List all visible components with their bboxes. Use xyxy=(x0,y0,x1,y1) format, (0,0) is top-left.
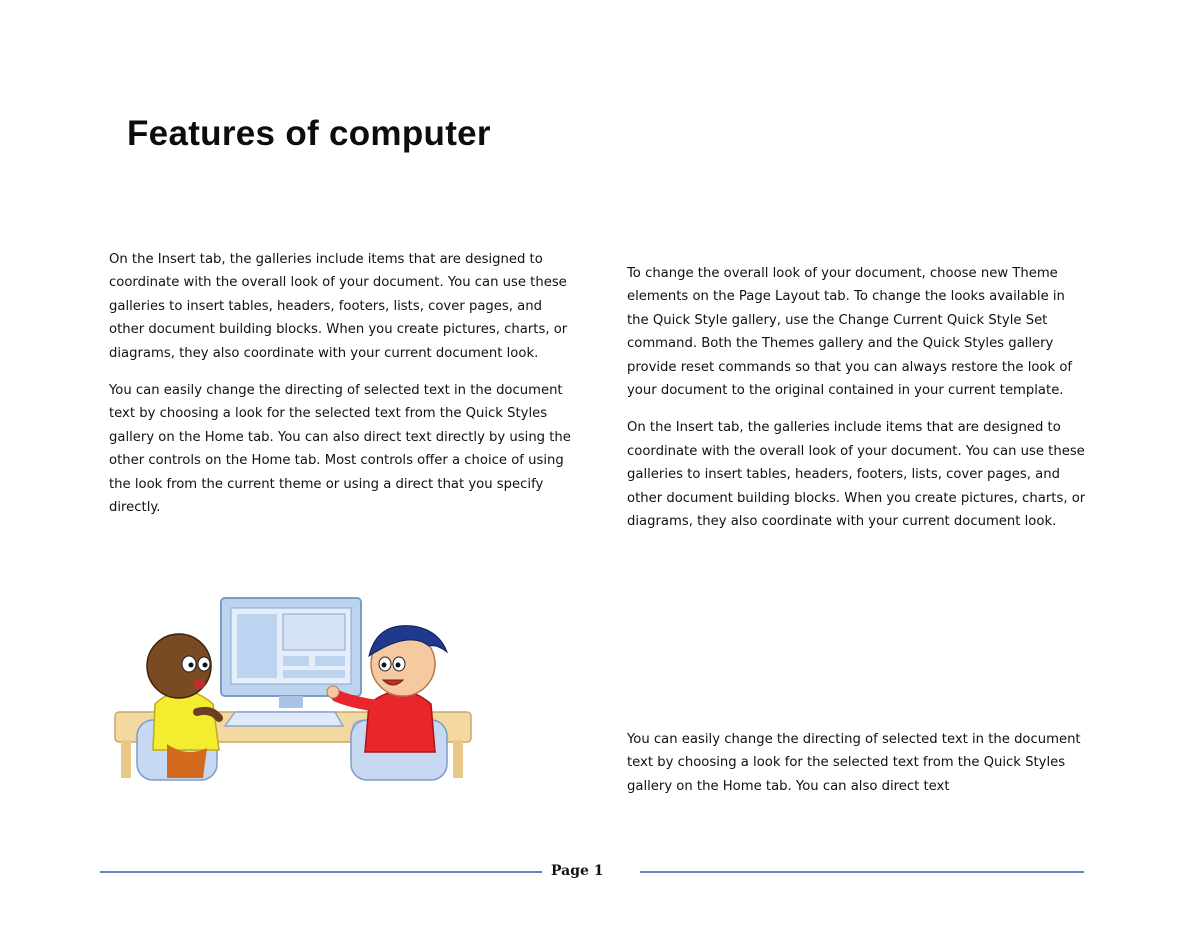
page-number: Page 1 xyxy=(551,863,604,879)
right-paragraph-1: To change the overall look of your document, choose new Theme elements on the Page Layout tab. To change the looks available in the Quick Style gallery, use the Change Current Quick Style Set command. Both the Themes gallery and the Quick Styles gallery provide reset commands so that you can always restore the look of your document to the original contained in your current template. xyxy=(627,266,1073,399)
document-title: Features of computer xyxy=(127,114,491,153)
right-column-bottom xyxy=(627,728,1089,812)
footer-divider-left xyxy=(100,871,542,873)
kids-at-computer-illustration xyxy=(107,594,477,784)
right-paragraph-3: You can easily change the directing of selected text in the document text by choosing a look for the selected text from the Quick Styles gallery on the Home tab. You can also direct text xyxy=(627,732,1081,794)
right-paragraph-2: On the Insert tab, the galleries include items that are designed to coordinate with the overall look of your document. You can use these galleries to insert tables, headers, footers, lists, cover pages, and other document building blocks. When you create pictures, charts, or diagrams, they also coordinate with your current document look. xyxy=(627,420,1086,530)
left-column xyxy=(109,248,571,533)
left-paragraph-1: On the Insert tab, the galleries include items that are designed to coordinate with the overall look of your document. You can use these galleries to insert tables, headers, footers, lists, cover pages, and other document building blocks. When you create pictures, charts, or diagrams, they also coordinate with your current document look. xyxy=(109,252,568,361)
left-paragraph-2: You can easily change the directing of selected text in the document text by choosing a look for the selected text from the Quick Styles gallery on the Home tab. You can also direct text directly by using the other controls on the Home tab. Most controls offer a choice of using the look from the current theme or using a direct that you specify directly. xyxy=(109,383,571,516)
right-column xyxy=(627,262,1089,547)
footer-divider-right xyxy=(640,871,1084,873)
